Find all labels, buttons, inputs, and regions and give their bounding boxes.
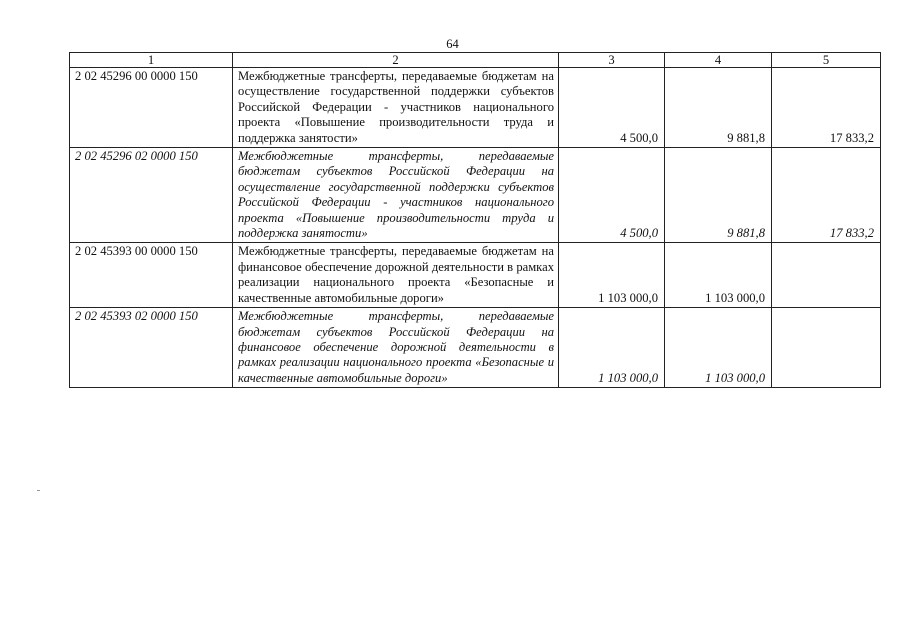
description-cell: Межбюджетные трансферты, передаваемые бюджетам на финансовое обеспечение дорожной деятельности в рамках реализации национального проекта «Безопасные и качественные автомобильные дороги» xyxy=(233,243,559,308)
table-row xyxy=(70,148,881,243)
page-number: 64 xyxy=(446,37,459,51)
description-cell: Межбюджетные трансферты, передаваемые бюджетам субъектов Российской Федерации на осуществление государственной поддержки субъектов Российской Федерации - участников национального проекта «Повышение производительности труда и поддержка занятости» xyxy=(233,148,559,243)
value-cell-col3: 4 500,0 xyxy=(559,148,665,243)
budget-code-cell: 2 02 45393 00 0000 150 xyxy=(70,243,233,308)
budget-code-cell: 2 02 45393 02 0000 150 xyxy=(70,308,233,388)
scan-speck xyxy=(37,490,40,491)
table-row xyxy=(70,243,881,308)
value-cell-col3: 4 500,0 xyxy=(559,68,665,148)
column-header: 1 xyxy=(70,53,233,68)
value-cell-col5 xyxy=(772,243,881,308)
column-header: 3 xyxy=(559,53,665,68)
column-header: 4 xyxy=(665,53,772,68)
description-cell: Межбюджетные трансферты, передаваемые бюджетам субъектов Российской Федерации на финансовое обеспечение дорожной деятельности в рамках реализации национального проекта «Безопасные и качественные автомобильные дороги» xyxy=(233,308,559,388)
budget-code-cell: 2 02 45296 00 0000 150 xyxy=(70,68,233,148)
value-cell-col4: 1 103 000,0 xyxy=(665,243,772,308)
budget-code-cell: 2 02 45296 02 0000 150 xyxy=(70,148,233,243)
table-header-row xyxy=(70,53,881,68)
value-cell-col5: 17 833,2 xyxy=(772,68,881,148)
value-cell-col3: 1 103 000,0 xyxy=(559,308,665,388)
value-cell-col4: 1 103 000,0 xyxy=(665,308,772,388)
table-row xyxy=(70,308,881,388)
value-cell-col5: 17 833,2 xyxy=(772,148,881,243)
column-header: 2 xyxy=(233,53,559,68)
table-row xyxy=(70,68,881,148)
budget-table xyxy=(69,52,881,388)
value-cell-col3: 1 103 000,0 xyxy=(559,243,665,308)
column-header: 5 xyxy=(772,53,881,68)
value-cell-col4: 9 881,8 xyxy=(665,68,772,148)
value-cell-col5 xyxy=(772,308,881,388)
value-cell-col4: 9 881,8 xyxy=(665,148,772,243)
description-cell: Межбюджетные трансферты, передаваемые бюджетам на осуществление государственной поддержки субъектов Российской Федерации - участников национального проекта «Повышение производительности труда и поддержка занятости» xyxy=(233,68,559,148)
